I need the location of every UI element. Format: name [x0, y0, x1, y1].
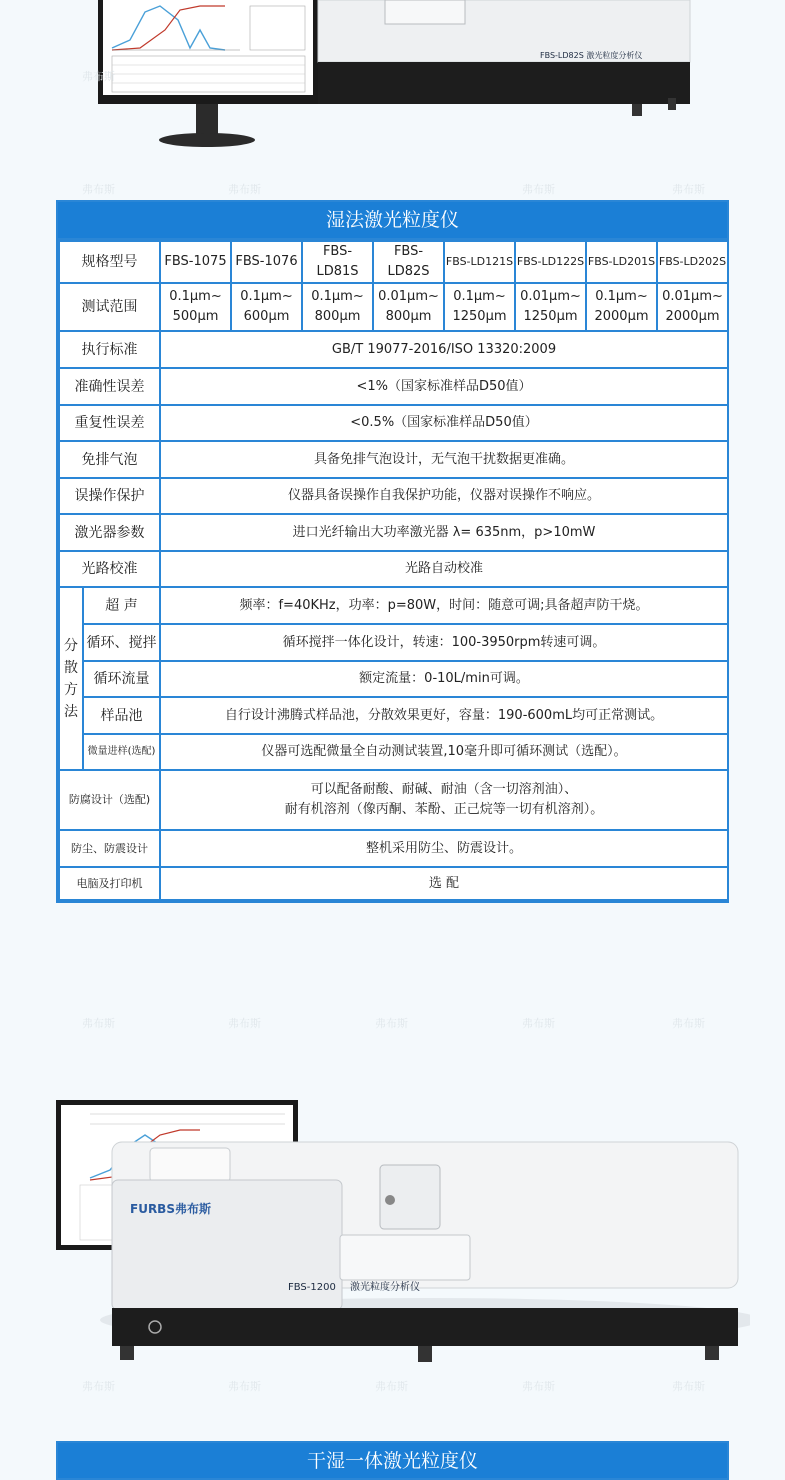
row-label: 光路校准: [59, 551, 160, 587]
row-label: 激光器参数: [59, 514, 160, 551]
watermark: 弗布斯: [672, 1017, 705, 1030]
spec-grid: [58, 240, 729, 901]
row-label: 重复性误差: [59, 405, 160, 441]
row-label: 误操作保护: [59, 478, 160, 514]
row-value: 选 配: [160, 867, 728, 900]
top-product-image: [0, 0, 785, 175]
range-cell: 0.1μm~ 1250μm: [444, 283, 515, 331]
row-value: 额定流量：0-10L/min可调。: [160, 661, 728, 697]
top-model-label: FBS-LD82S 激光粒度分析仪: [540, 51, 643, 60]
watermark: 弗布斯: [228, 1380, 261, 1393]
row-label: 电脑及打印机: [59, 867, 160, 900]
table-row: [59, 441, 728, 478]
table-row: [59, 697, 728, 734]
watermark: 弗布斯: [82, 1017, 115, 1030]
table-row: [59, 405, 728, 441]
spec-label: 规格型号: [59, 241, 160, 283]
row-value: 自行设计沸腾式样品池，分散效果更好，容量：190-600mL均可正常测试。: [160, 697, 728, 734]
range-cell: 0.01μm~ 1250μm: [515, 283, 586, 331]
table-row: [59, 624, 728, 661]
spec-table: [56, 200, 729, 903]
table-row: [59, 867, 728, 900]
range-cell: 0.01μm~ 2000μm: [657, 283, 728, 331]
table-row: [59, 770, 728, 830]
bottom-model-label: FBS-1200: [288, 1282, 336, 1293]
model-cell: FBS-LD121S: [444, 241, 515, 283]
range-cell: 0.1μm~ 600μm: [231, 283, 302, 331]
row-value: 光路自动校准: [160, 551, 728, 587]
table-row: [59, 331, 728, 368]
row-label: 防腐设计（选配): [59, 770, 160, 830]
table-row: [59, 551, 728, 587]
watermark: 弗布斯: [672, 183, 705, 196]
row-label: 超 声: [83, 587, 160, 624]
table-row: [59, 734, 728, 770]
model-cell: FBS-LD122S: [515, 241, 586, 283]
row-label: 循环、搅拌: [83, 624, 160, 661]
watermark: 弗布斯: [82, 70, 115, 83]
row-label: 防尘、防震设计: [59, 830, 160, 867]
table-row: [59, 830, 728, 867]
watermark: 弗布斯: [82, 1380, 115, 1393]
row-label: 免排气泡: [59, 441, 160, 478]
row-value: <0.5%（国家标准样品D50值）: [160, 405, 728, 441]
model-cell: FBS-LD81S: [302, 241, 373, 283]
row-value: 可以配备耐酸、耐碱、耐油（含一切溶剂油）、 耐有机溶剂（像丙酮、苯酚、正己烷等一切有机溶剂）。: [160, 770, 728, 830]
watermark: 弗布斯: [672, 1380, 705, 1393]
watermark: 弗布斯: [375, 1017, 408, 1030]
model-cell: FBS-LD202S: [657, 241, 728, 283]
watermark: 弗布斯: [228, 1017, 261, 1030]
row-value: 进口光纤输出大功率激光器 λ= 635nm，p>10mW: [160, 514, 728, 551]
table-row: [59, 478, 728, 514]
table-row: [59, 661, 728, 697]
range-cell: 0.1μm~ 2000μm: [586, 283, 657, 331]
watermark: 弗布斯: [522, 1380, 555, 1393]
bottom-product-image: [50, 1090, 750, 1380]
model-cell: FBS-LD82S: [373, 241, 444, 283]
watermark: 弗布斯: [522, 1017, 555, 1030]
range-cell: 0.1μm~ 500μm: [160, 283, 231, 331]
table-title: 湿法激光粒度仪: [58, 202, 727, 240]
model-cell: FBS-1075: [160, 241, 231, 283]
row-label: 微量进样(选配): [83, 734, 160, 770]
row-label: 执行标准: [59, 331, 160, 368]
row-label: 样品池: [83, 697, 160, 734]
bottom-brand: FURBS弗布斯: [130, 1202, 211, 1216]
row-value: 整机采用防尘、防震设计。: [160, 830, 728, 867]
row-value: GB/T 19077-2016/ISO 13320:2009: [160, 331, 728, 368]
watermark: 弗布斯: [522, 183, 555, 196]
model-cell: FBS-1076: [231, 241, 302, 283]
watermark: 弗布斯: [375, 1380, 408, 1393]
row-value: 循环搅拌一体化设计，转速：100-3950rpm转速可调。: [160, 624, 728, 661]
bottom-device-label: 激光粒度分析仪: [350, 1282, 420, 1293]
range-label: 测试范围: [59, 283, 160, 331]
table-row: [59, 368, 728, 405]
row-value: 具备免排气泡设计，无气泡干扰数据更准确。: [160, 441, 728, 478]
bottom-banner: 干湿一体激光粒度仪: [56, 1441, 729, 1480]
table-row: [59, 587, 728, 624]
row-value: 仪器具备误操作自我保护功能，仪器对误操作不响应。: [160, 478, 728, 514]
row-value: 仪器可选配微量全自动测试装置,10毫升即可循环测试（选配）。: [160, 734, 728, 770]
table-row: [59, 241, 728, 283]
range-cell: 0.01μm~ 800μm: [373, 283, 444, 331]
table-row: [59, 283, 728, 331]
range-cell: 0.1μm~ 800μm: [302, 283, 373, 331]
row-value: 频率：f=40KHz，功率：p=80W，时间：随意可调;具备超声防干烧。: [160, 587, 728, 624]
table-row: [59, 514, 728, 551]
row-label: 准确性误差: [59, 368, 160, 405]
row-label: 循环流量: [83, 661, 160, 697]
row-value: <1%（国家标准样品D50值）: [160, 368, 728, 405]
model-cell: FBS-LD201S: [586, 241, 657, 283]
watermark: 弗布斯: [228, 183, 261, 196]
dispersion-group-label: 分 散 方 法: [59, 587, 83, 770]
watermark: 弗布斯: [82, 183, 115, 196]
